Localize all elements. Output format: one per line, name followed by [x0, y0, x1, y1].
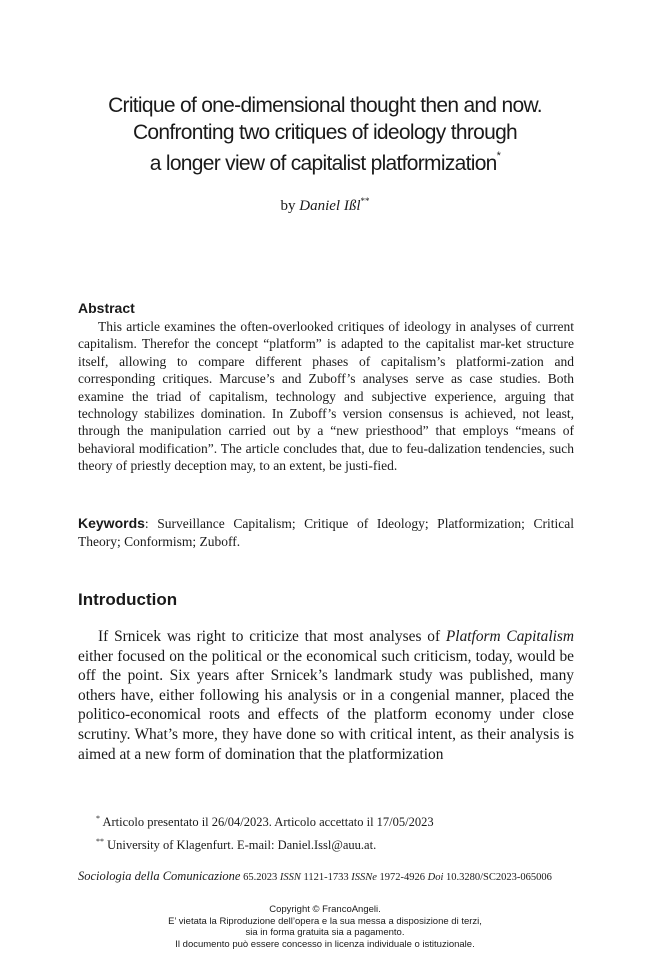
keywords-label: Keywords — [78, 515, 145, 531]
journal-name: Sociologia della Comunicazione — [78, 869, 241, 883]
issn-value: 1121-1733 — [303, 872, 349, 883]
keywords-text: : Surveillance Capitalism; Critique of Ideology; Platformization; Critical Theory; Conformism; Zuboff. — [78, 516, 574, 549]
article-title — [40, 92, 610, 177]
footnote-2 — [96, 832, 434, 855]
issne-value: 1972-4926 — [379, 872, 426, 883]
copyright-line-4: Il documento può essere concesso in licenza individuale o istituzionale. — [175, 938, 475, 950]
doi-label: Doi — [427, 872, 444, 883]
author-footnote-marker: ** — [360, 196, 370, 206]
copyright-line-1: Copyright © FrancoAngeli. — [269, 904, 381, 915]
abstract-text: This article examines the often-overlooked critiques of ideology in analyses of current capitalism. Therefor the concept “platform” is adapted to the capitalist mar-ket structure itself, allowing to compare different phases of capitalism’s platformi-zation and corresponding critiques. Marcuse’s and Zuboff’s analyses serve as case studies. Both examine the triad of capitalism, technology and subjective experience, arguing that technology stabilizes domination. In Zuboff’s version consensus is achieved, not least, through the manipulation carried out by a “new priesthood” that employs “means of behavioral modification”. The article concludes that, due to feu-dalization tendencies, such theory of priestly deception may, to an extent, be justi-fied. — [78, 319, 574, 474]
title-footnote-marker: * — [496, 150, 501, 162]
copyright-line-2: E’ vietata la Riproduzione dell’opera e la sua messa a disposizione di terzi, — [168, 915, 482, 927]
doi-value: 10.3280/SC2023-065006 — [446, 872, 552, 883]
issn-label: ISSN — [279, 872, 301, 883]
intro-text-after: either focused on the political or the economical such criticism, today, would be off the point. Six years after Srnicek’s landmark study was published, many others have, either following his analysis or in a congenial manner, placed the politico-economical roots and effects of the platform economy under close scrutiny. What’s more, they have done so with critical intent, as their analysis is aimed at a new form of domination that the platformization — [78, 647, 574, 763]
intro-italic-title: Platform Capitalism — [445, 628, 574, 645]
title-line-1: Critique of one-dimensional thought then and now. — [108, 94, 542, 117]
footnote-1-marker: * — [96, 814, 100, 823]
journal-citation — [78, 869, 578, 884]
copyright-line-3: sia in forma gratuita sia a pagamento. — [245, 927, 405, 939]
copyright-notice — [0, 904, 650, 950]
introduction-heading: Introduction — [78, 590, 178, 609]
title-line-2: Confronting two critiques of ideology through — [132, 121, 518, 144]
footnote-1-text: Articolo presentato il 26/04/2023. Articolo accettato il 17/05/2023 — [102, 815, 434, 830]
author-prefix: by — [280, 198, 296, 214]
author-line — [0, 196, 650, 215]
intro-text-before: If Srnicek was right to criticize that most analyses of — [98, 628, 446, 645]
title-line-3-text: a longer view of capitalist platformization — [149, 152, 497, 175]
journal-volume: 65.2023 — [243, 872, 278, 883]
issne-label: ISSNe — [351, 872, 377, 883]
author-name: Daniel Ißl — [299, 198, 361, 214]
footnote-2-text: University of Klagenfurt. E-mail: Daniel.Issl@auu.at. — [107, 838, 377, 853]
introduction-text — [78, 627, 574, 764]
keywords-paragraph — [78, 514, 574, 551]
abstract-heading: Abstract — [78, 300, 135, 316]
footnotes — [96, 809, 434, 855]
footnote-2-marker: ** — [96, 837, 104, 847]
footnote-1 — [96, 809, 434, 832]
title-line-3 — [40, 146, 610, 177]
